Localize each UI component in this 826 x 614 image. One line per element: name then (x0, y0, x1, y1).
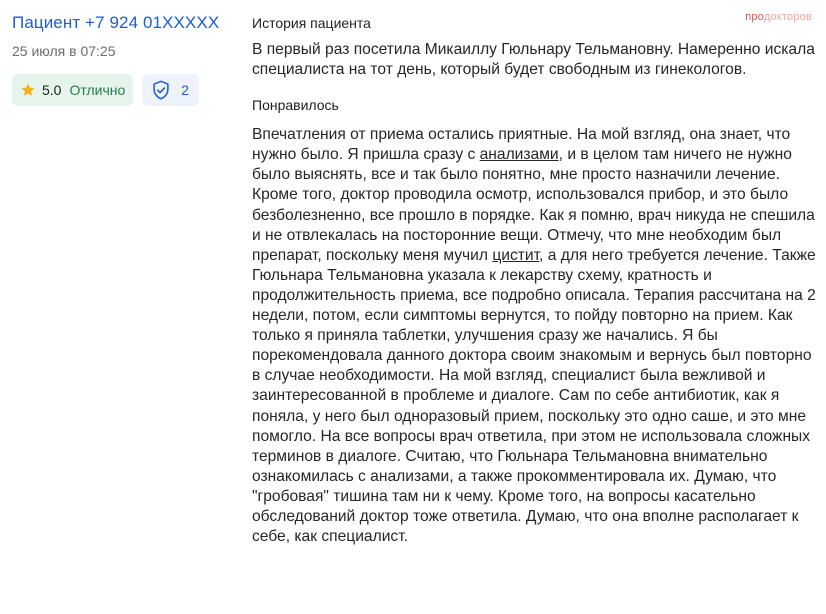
cystitis-link[interactable]: цистит (492, 246, 540, 264)
liked-text-part: Впечатления от приема остались приятные. На мой взгляд, она знает, что нужно было. Я пришла сразу с (252, 126, 791, 164)
review-content (252, 14, 820, 547)
rating-badge[interactable] (12, 74, 133, 106)
verification-badge[interactable] (142, 74, 199, 106)
star-icon (20, 82, 36, 98)
liked-text (252, 125, 820, 547)
review-date: 25 июля в 07:25 (12, 43, 116, 59)
prodoctorov-logo: продокторов (745, 11, 812, 23)
shield-check-icon (150, 79, 172, 101)
analyses-link[interactable]: анализами (479, 146, 559, 164)
rating-score: 5.0 (42, 82, 62, 98)
liked-text-part: , и в целом там ничего не нужно было выяснять, все и так было понятно, мне просто назначили лечение. Кроме того, доктор проводила осмотр, использовался прибор, и это было безболезненно, все прошло в порядке. Как я помню, врач никуда не спешила и не отвлекалась на посторонние вещи. Отмечу, что мне необходим был препарат, поскольку меня мучил (252, 146, 815, 264)
verification-count: 2 (181, 82, 190, 98)
author-name-link[interactable]: Пациент +7 924 01XXXXX (12, 13, 220, 32)
rating-verdict: Отлично (69, 82, 126, 98)
liked-title: Понравилось (252, 97, 339, 114)
review-author-panel (12, 12, 237, 106)
history-title: История пациента (252, 15, 371, 31)
liked-text-part: , а для него требуется лечение. Также Гюльнара Тельмановна указала к лекарству схему, кратность и продолжительность приема, все подробно описала. Терапия рассчитана на 2 недели, потом, если симптомы вернутся, то пойду повторно на прием. Как только я приняла таблетки, улучшения сразу же начались. Я бы порекомендовала данного доктора своим знакомым и вернусь был повторно в случае необходимости. На мой взгляд, специалист была вежливой и заинтересованной в проблеме и диалоге. Сам по себе антибиотик, как я поняла, у него был одноразовый прием, поскольку это одно саше, и это мне помогло. На все вопросы врач ответила, при этом не использовала сложных терминов в диалоге. Считаю, что Гюльнара Тельмановна внимательно ознакомилась с анализами, а также прокомментировала их. Думаю, что "гробовая" тишина там ни к чему. Кроме того, на вопросы касательно обследований доктор тоже ответила. Думаю, что она вполне располагает к себе, как специалист. (252, 246, 816, 546)
badges-row (12, 74, 237, 106)
history-text: В первый раз посетила Микаиллу Гюльнару Тельмановну. Намеренно искала специалиста на тот день, который будет свободным из гинекологов. (252, 41, 815, 79)
